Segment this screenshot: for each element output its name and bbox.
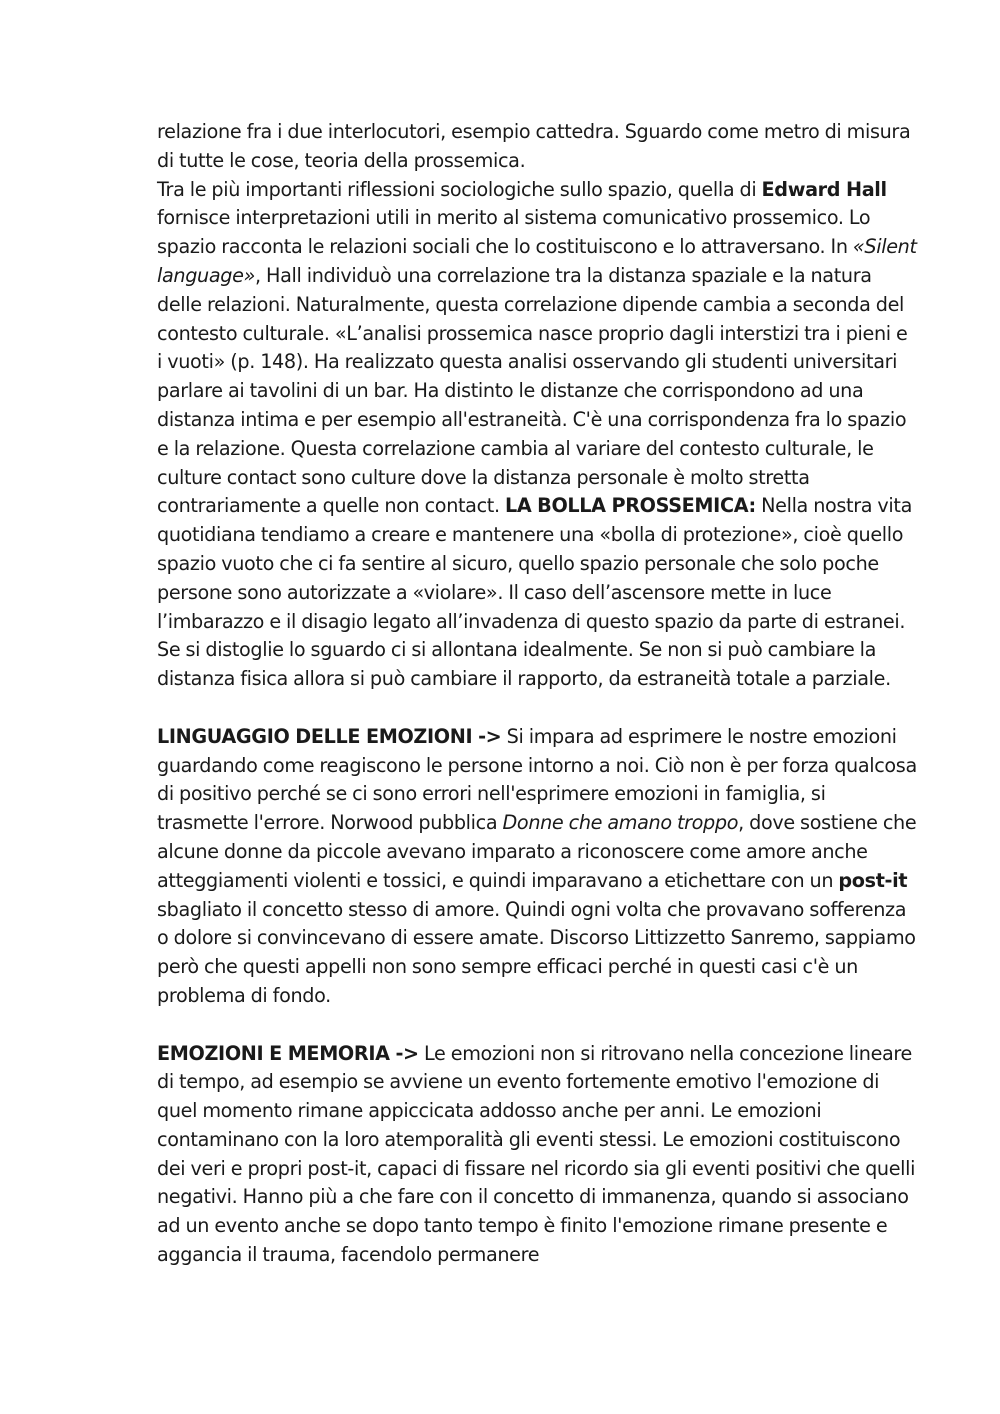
text-run: fornisce interpretazioni utili in merito al sistema comunicativo prossemico. Lo spazio racconta le relazioni sociali che lo costituiscono e lo attraversano. In: [157, 206, 871, 259]
paragraph-emozioni-memoria: [157, 1040, 917, 1270]
bold-heading-linguaggio-emozioni: LINGUAGGIO DELLE EMOZIONI ->: [157, 724, 502, 748]
paragraph-linguaggio-emozioni: [157, 723, 917, 1011]
bold-heading-bolla-prossemica: LA BOLLA PROSSEMICA:: [504, 494, 756, 518]
bold-heading-emozioni-memoria: EMOZIONI E MEMORIA ->: [157, 1041, 419, 1065]
text-run: Si impara ad esprimere le nostre emozioni guardando come reagiscono le persone intorno a noi. Ciò non è per forza qualcosa di positivo perché se ci sono errori nell'esprimere emozioni in famiglia, si trasmette l'errore. Norwood pubblica: [157, 724, 917, 835]
italic-title-donne-che-amano-troppo: Donne che amano troppo: [502, 811, 739, 835]
text-run: Nella nostra vita quotidiana tendiamo a creare e mantenere una «bolla di protezione», cioè quello spazio vuoto che ci fa sentire al sicuro, quello spazio personale che solo poche persone sono autorizzate a «violare». Il caso dell’ascensore mette in luce l’imbarazzo e il disagio legato all’invadenza di questo spazio da parte di estranei. Se si distoglie lo sguardo ci si allontana idealmente. Se non si può cambiare la distanza fisica allora si può cambiare il rapporto, da estraneità totale a parziale.: [157, 494, 912, 691]
paragraph-spacer: [157, 694, 917, 723]
text-run: sbagliato il concetto stesso di amore. Quindi ogni volta che provavano sofferenza o dolore si convincevano di essere amate. Discorso Littizzetto Sanremo, sappiamo però che questi appelli non sono sempre efficaci perché in questi casi c'è un problema di fondo.: [157, 897, 916, 1007]
text-run: Le emozioni non si ritrovano nella concezione lineare di tempo, ad esempio se avviene un evento fortemente emotivo l'emozione di quel momento rimane appiccicata addosso anche per anni. Le emozioni contaminano con la loro atemporalità gli eventi stessi. Le emozioni costituiscono dei veri e propri post-it, capaci di fissare nel ricordo sia gli eventi positivi che quelli negativi. Hanno più a che fare con il concetto di immanenza, quando si associano ad un evento anche se dopo tanto tempo è finito l'emozione rimane presente e aggancia il trauma, facendolo permanere: [157, 1041, 916, 1267]
bold-term-edward-hall: Edward Hall: [761, 177, 887, 201]
paragraph-spacer: [157, 1011, 917, 1040]
text-run: , dove sostiene che alcune donne da piccole avevano imparato a riconoscere come amore anche atteggiamenti violenti e tossici, e quindi imparavano a etichettare con un: [157, 811, 917, 892]
italic-title-silent-language: «Silent language»: [157, 235, 917, 287]
paragraph-edward-hall: [157, 176, 917, 694]
text-run: , Hall individuò una correlazione tra la distanza spaziale e la natura delle relazioni. Naturalmente, questa correlazione dipende cambia a seconda del contesto culturale. «L’analisi prossemica nasce proprio dagli interstizi tra i pieni e i vuoti» (p. 148). Ha realizzato questa analisi osservando gli studenti universitari parlare ai tavolini di un bar. Ha distinto le distanze che corrispondono ad una distanza intima e per esempio all'estraneità. C'è una corrispondenza fra lo spazio e la relazione. Questa correlazione cambia al variare del contesto culturale, le culture contact sono culture dove la distanza personale è molto stretta contrariamente a quelle non contact.: [157, 263, 908, 518]
text-run: relazione fra i due interlocutori, esempio cattedra. Sguardo come metro di misura di tutte le cose, teoria della prossemica.: [157, 120, 911, 172]
paragraph-prossemica-intro: [157, 118, 917, 176]
text-run: Tra le più importanti riflessioni sociologiche sullo spazio, quella di: [157, 177, 762, 201]
bold-term-post-it: post-it: [838, 868, 908, 892]
document-page: [157, 118, 917, 1270]
